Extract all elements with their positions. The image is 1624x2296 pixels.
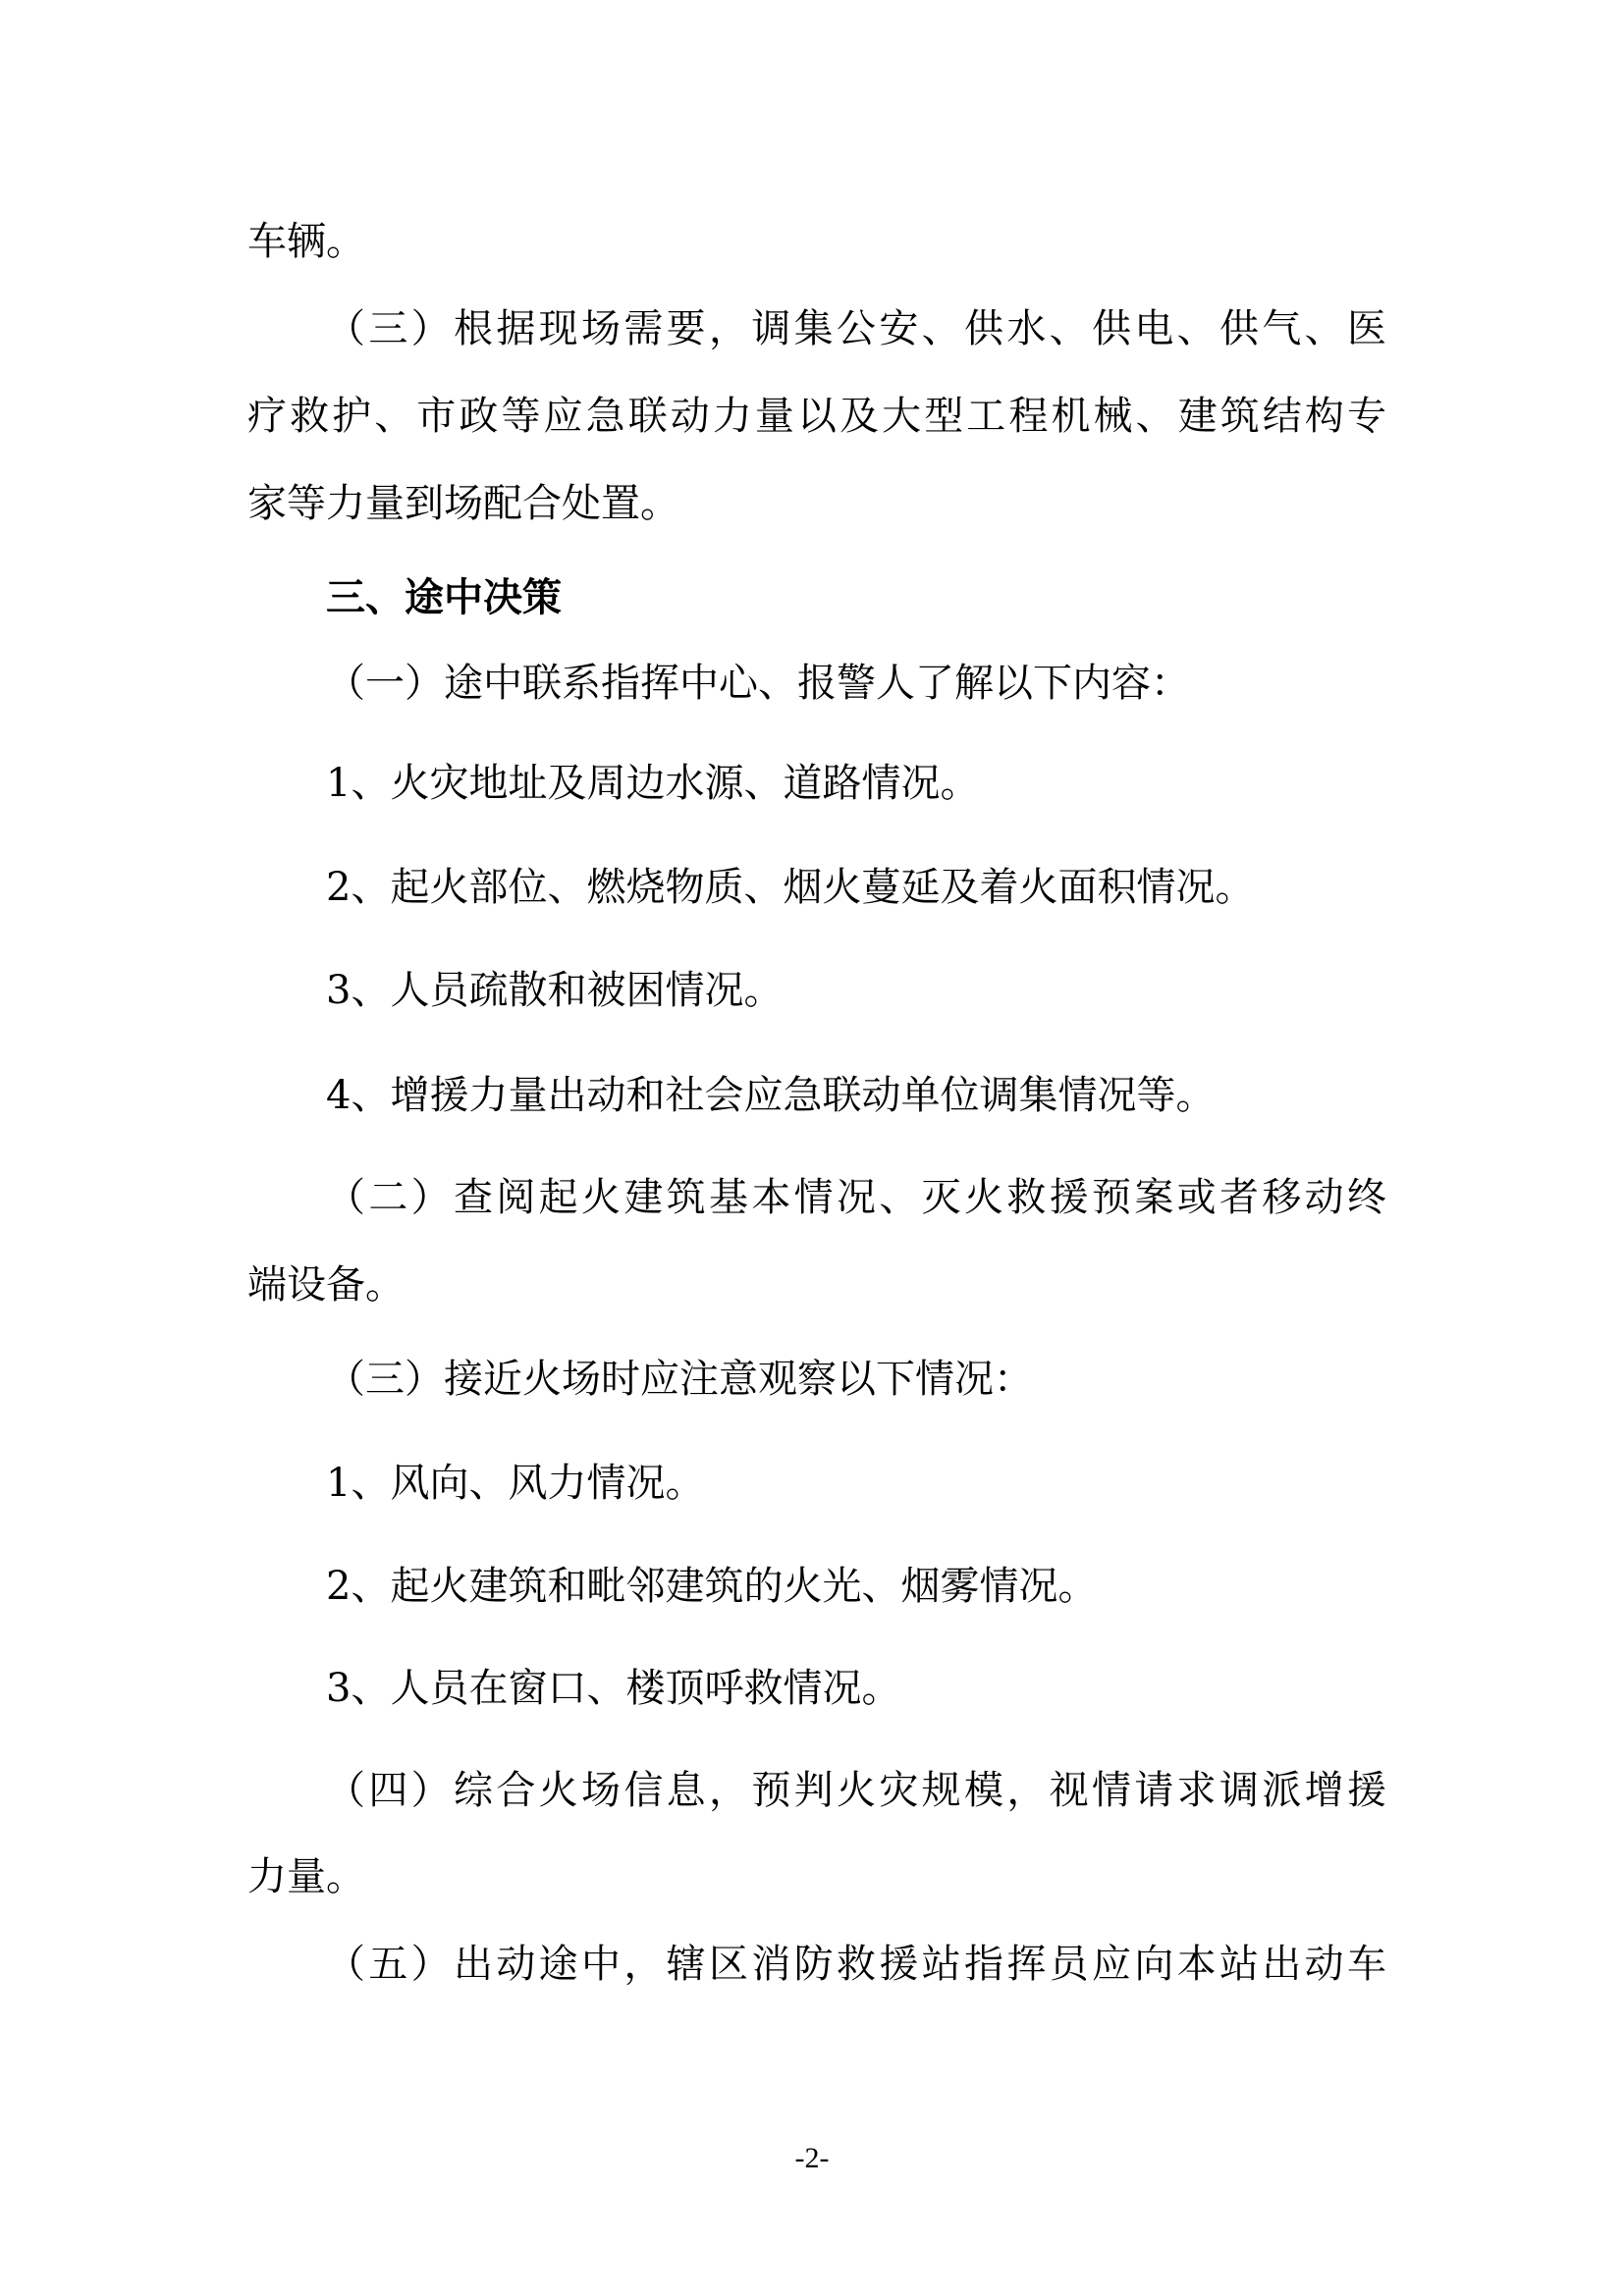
list-item-4-reinforcements: 4、增援力量出动和社会应急联动单位调集情况等。 <box>326 1073 1216 1118</box>
paragraph-3-observe-approach: （三）接近火场时应注意观察以下情况： <box>326 1357 1033 1402</box>
list-item-2-fire-smoke: 2、起火建筑和毗邻建筑的火光、烟雾情况。 <box>326 1564 1098 1609</box>
list-item-1-wind: 1、风向、风力情况。 <box>326 1461 705 1506</box>
paragraph-2-review-plans-line-1: （二）查阅起火建筑基本情况、灭火救援预案或者移动终 <box>326 1175 1386 1220</box>
list-item-3-calls-for-help: 3、人员在窗口、楼顶呼救情况。 <box>326 1666 901 1711</box>
list-item-1-fire-address: 1、火灾地址及周边水源、道路情况。 <box>326 761 980 806</box>
list-item-3-evacuation: 3、人员疏散和被困情况。 <box>326 968 784 1013</box>
paragraph-3-dispatch-line-3: 家等力量到场配合处置。 <box>247 481 679 526</box>
list-item-2-fire-location: 2、起火部位、燃烧物质、烟火蔓延及着火面积情况。 <box>326 865 1255 910</box>
text-line-vehicles: 车辆。 <box>247 219 365 264</box>
page-number: -2- <box>794 2142 830 2174</box>
paragraph-2-review-plans-line-2: 端设备。 <box>247 1262 405 1308</box>
paragraph-4-assess-line-1: （四）综合火场信息，预判火灾规模，视情请求调派增援 <box>326 1768 1386 1813</box>
paragraph-3-dispatch-line-1: （三）根据现场需要，调集公安、供水、供电、供气、医 <box>326 306 1386 351</box>
section-heading-en-route-decisions: 三、途中决策 <box>326 575 562 620</box>
paragraph-3-dispatch-line-2: 疗救护、市政等应急联动力量以及大型工程机械、建筑结构专 <box>247 394 1386 439</box>
paragraph-4-assess-line-2: 力量。 <box>247 1854 365 1899</box>
paragraph-5-en-route-line-1: （五）出动途中，辖区消防救援站指挥员应向本站出动车 <box>326 1942 1386 1987</box>
paragraph-1-contact-command: （一）途中联系指挥中心、报警人了解以下内容： <box>326 661 1190 706</box>
